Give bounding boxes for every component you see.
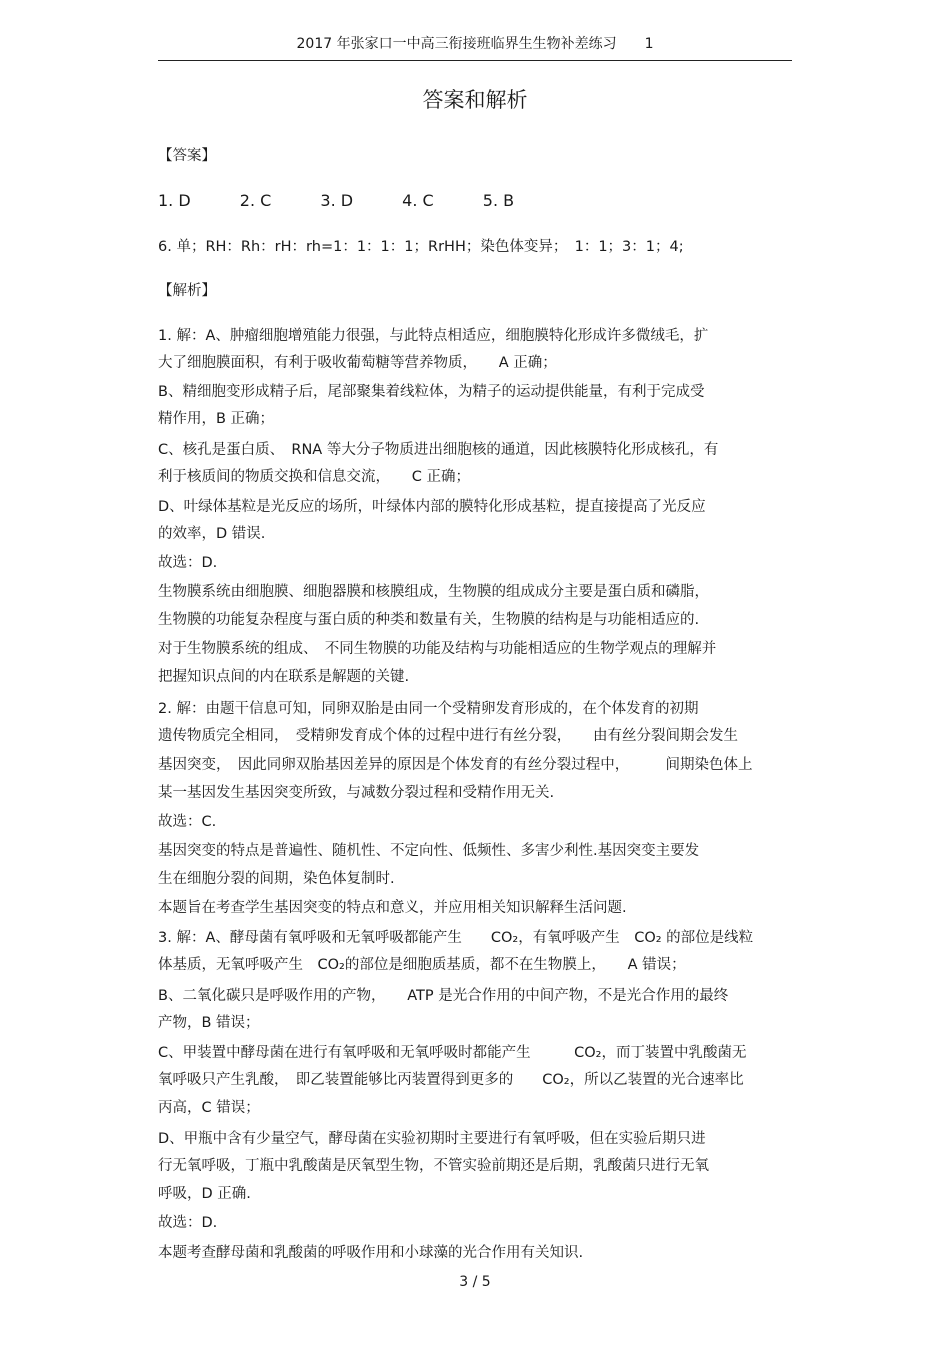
answer-6: 6. 单；RH：Rh：rH：rh=1：1：1：1；RrHH；染色体变异； 1：1；3：1；4; — [158, 239, 684, 255]
analysis-line: 生物膜的功能复杂程度与蛋白质的种类和数量有关，生物膜的结构是与功能相适应的. — [158, 612, 700, 628]
analysis-line: 利于核质间的物质交换和信息交流， C 正确； — [158, 469, 470, 485]
analysis-line: 某一基因发生基因突变所致，与减数分裂过程和受精作用无关. — [158, 785, 555, 801]
analysis-line: 的效率，D 错误. — [158, 526, 266, 542]
analysis-line: 2. 解：由题干信息可知，同卵双胎是由同一个受精卵发育形成的，在个体发育的初期 — [158, 701, 699, 717]
analysis-line: B、精细胞变形成精子后，尾部聚集着线粒体，为精子的运动提供能量，有利于完成受 — [158, 384, 705, 400]
analysis-line: 基因突变的特点是普遍性、随机性、不定向性、低频性、多害少利性.基因突变主要发 — [158, 843, 700, 859]
analysis-line: 体基质，无氧呼吸产生 CO₂的部位是细胞质基质，都不在生物膜上， A 错误； — [158, 957, 686, 973]
analysis-line: 把握知识点间的内在联系是解题的关键. — [158, 669, 410, 685]
analysis-line: 对于生物膜系统的组成、 不同生物膜的功能及结构与功能相适应的生物学观点的理解并 — [158, 641, 717, 657]
analysis-line: 本题旨在考查学生基因突变的特点和意义，并应用相关知识解释生活问题. — [158, 900, 627, 916]
analysis-line: C、核孔是蛋白质、 RNA 等大分子物质进出细胞核的通道，因此核膜特化形成核孔，有 — [158, 442, 719, 458]
analysis-line: 生在细胞分裂的间期，染色体复制时. — [158, 871, 395, 887]
analysis-line: 故选：D. — [158, 555, 218, 571]
analysis-line: 基因突变， 因此同卵双胎基因差异的原因是个体发育的有丝分裂过程中， 间期染色体上 — [158, 757, 753, 773]
analysis-line: C、甲装置中酵母菌在进行有氧呼吸和无氧呼吸时都能产生 CO₂，而丁装置中乳酸菌无 — [158, 1045, 747, 1061]
page-title: 答案和解析 — [422, 88, 528, 112]
analysis-line: 呼吸，D 正确. — [158, 1186, 251, 1202]
answer-item: 3. D — [320, 191, 354, 210]
answer-item: 1. D — [158, 191, 191, 210]
analysis-line: 生物膜系统由细胞膜、细胞器膜和核膜组成，生物膜的组成成分主要是蛋白质和磷脂， — [158, 584, 709, 600]
answer-item: 2. C — [239, 191, 272, 210]
analysis-line: B、二氧化碳只是呼吸作用的产物， ATP 是光合作用的中间产物，不是光合作用的最终 — [158, 988, 729, 1004]
analysis-line: 行无氧呼吸，丁瓶中乳酸菌是厌氧型生物，不管实验前期还是后期，乳酸菌只进行无氧 — [158, 1158, 709, 1174]
answers-row — [158, 190, 558, 212]
analysis-line: 氧呼吸只产生乳酸， 即乙装置能够比丙装置得到更多的 CO₂，所以乙装置的光合速率比 — [158, 1072, 744, 1088]
analysis-line: 产物，B 错误； — [158, 1015, 260, 1031]
page-header: 2017 年张家口一中高三衔接班临界生生物补差练习 1 — [158, 34, 792, 61]
page-number: 3 / 5 — [459, 1274, 491, 1290]
analysis-line: 1. 解：A、肿瘤细胞增殖能力很强，与此特点相适应，细胞膜特化形成许多微绒毛，扩 — [158, 328, 709, 344]
analysis-line: 精作用，B 正确； — [158, 411, 275, 427]
analysis-line: 丙高，C 错误； — [158, 1100, 260, 1116]
answer-item: 5. B — [482, 191, 515, 210]
analysis-heading: 【解析】 — [158, 283, 216, 299]
answer-item: 4. C — [402, 191, 434, 210]
analysis-line: D、甲瓶中含有少量空气，酵母菌在实验初期时主要进行有氧呼吸，但在实验后期只进 — [158, 1131, 706, 1147]
analysis-line: 故选：D. — [158, 1215, 218, 1231]
analysis-line: 大了细胞膜面积，有利于吸收葡萄糖等营养物质， A 正确； — [158, 355, 557, 371]
analysis-line: 故选：C. — [158, 814, 217, 830]
analysis-line: 遗传物质完全相同， 受精卵发育成个体的过程中进行有丝分裂， 由有丝分裂间期会发生 — [158, 728, 738, 744]
answer-heading: 【答案】 — [158, 148, 216, 164]
analysis-line: D、叶绿体基粒是光反应的场所，叶绿体内部的膜特化形成基粒，提直接提高了光反应 — [158, 499, 706, 515]
analysis-line: 3. 解：A、酵母菌有氧呼吸和无氧呼吸都能产生 CO₂，有氧呼吸产生 CO₂ 的部位是线粒 — [158, 930, 754, 946]
analysis-line: 本题考查酵母菌和乳酸菌的呼吸作用和小球藻的光合作用有关知识. — [158, 1245, 584, 1261]
